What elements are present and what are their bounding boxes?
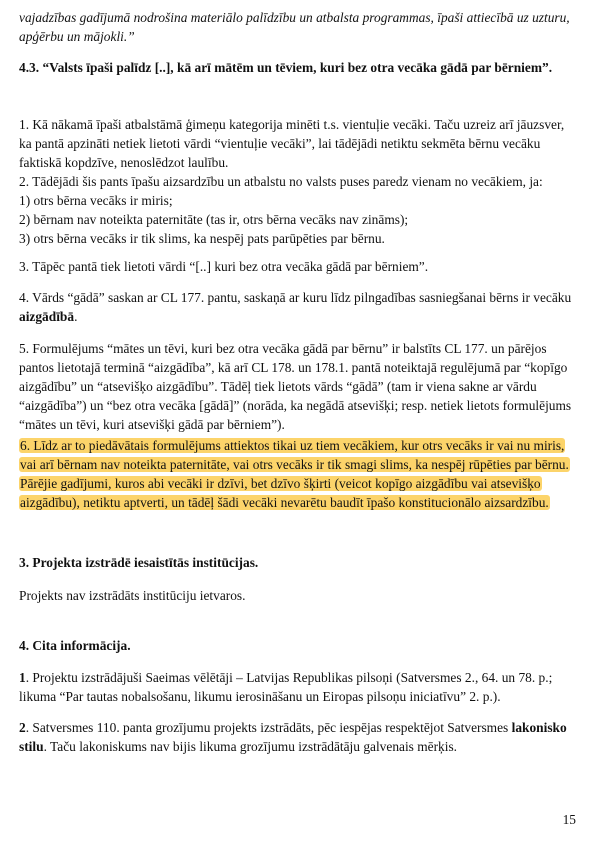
- section-4-heading-text: 4. Cita informācija.: [19, 638, 131, 653]
- section-4-p2-text: . Satversmes 110. panta grozījumu projekts izstrādāts, pēc iespējas respektējot Satversmes: [25, 720, 512, 735]
- section-4-3-heading-regular: “Valsts īpaši palīdz [..],: [42, 60, 178, 75]
- paragraph-6-highlighted: [19, 436, 579, 512]
- section-4-heading: [19, 636, 579, 655]
- section-4-3-heading-bold: kā arī mātēm un tēviem, kuri bez otra vecāka gādā par bērniem: [177, 60, 542, 75]
- paragraph-3: 3. Tāpēc pantā tiek lietoti vārdi “[..] kuri bez otra vecāka gādā par bērniem”.: [19, 259, 429, 274]
- section-3-heading-text: 3. Projekta izstrādē iesaistītās institūcijas.: [19, 555, 259, 570]
- paragraph-4-bold: aizgādībā: [19, 309, 75, 324]
- paragraph-5: 5. Formulējums “mātes un tēvi, kuri bez otra vecāka gādā par bērnu” ir balstīts CL 177. un pārējos pantos lietotajā terminā “aizgādība”, kā arī CL 178. un 178.1. pantā noteiktajā regulējumā par “kopīgo aizgādību” un “atsevišķo aizgādību”. Tādēļ tiek lietots vārds “gādā” (tam ir viena sakne ar vārdu “aizgādība”) un “bez otra vecāka [gādā]” (norāda, ka negādā atsevišķi; resp. netiek lietots formulējums “mātes un tēvi, kuri atsevišķi gādā par bērniem”).: [19, 341, 572, 432]
- section-4-paragraph-1: [19, 668, 579, 706]
- paragraph-4: [19, 288, 579, 326]
- paragraph-4-text: 4. Vārds “gādā” saskan ar CL 177. pantu, saskaņā ar kuru līdz pilngadības sasniegšanai bērns ir vecāku: [19, 290, 572, 305]
- section-4-p1-text: . Projektu izstrādājuši Saeimas vēlētāji – Latvijas Republikas pilsoņi (Satversmes 2., 64. un 78. p.; likuma “Par tautas nobalsošanu, likumu ierosināšanu un Eiropas pilsoņu iniciatīvu” 2. p.).: [19, 670, 553, 704]
- section-4-3-heading-end: ”.: [542, 60, 553, 75]
- section-3-heading: [19, 553, 579, 572]
- section-3-text: Projekts nav izstrādāts institūciju ietvaros.: [19, 588, 246, 603]
- section-4-p2-number: 2: [19, 720, 26, 735]
- text-highlight: 6. Līdz ar to piedāvātais formulējums attiektos tikai uz tiem vecākiem, kur otrs vecāks ir vai nu miris, vai arī bērnam nav noteikta paternitāte, vai otrs vecāks ir tik smagi slims, ka nespēj rūpēties par bērnu. Pārējie gadījumi, kuros abi vecāki ir dzīvi, bet dzīvo šķirti (veicot kopīgo aizgādību vai atsevišķo aizgādību), netiktu aptverti, un tādēļ šādi vecāki nevarētu baudīt īpašo konstitucionālo aizsardzību.: [20, 438, 569, 510]
- section-4-paragraph-2: [19, 718, 579, 756]
- list-item: 1) otrs bērna vecāks ir miris;: [19, 193, 173, 208]
- paragraph-2-intro: 2. Tādējādi šis pants īpašu aizsardzību un atbalstu no valsts puses paredz vienam no vecākiem, ja:: [19, 174, 543, 189]
- paragraph-2: [19, 172, 579, 248]
- paragraph-4-end: .: [74, 309, 78, 324]
- page-number: 15: [562, 812, 576, 827]
- section-4-3-heading: [19, 58, 579, 77]
- section-4-p1-number: 1: [19, 670, 26, 685]
- list-item: 2) bērnam nav noteikta paternitāte (tas ir, otrs bērna vecāks nav zināms);: [19, 212, 409, 227]
- list-item: 3) otrs bērna vecāks ir tik slims, ka nespēj pats parūpēties par bērnu.: [19, 231, 385, 246]
- section-4-3-number: 4.3.: [19, 60, 40, 75]
- paragraph-1: 1. Kā nākamā īpaši atbalstāmā ģimeņu kategorija minēti t.s. vientuļie vecāki. Taču uzreiz arī jāuzsver, ka pantā apzināti netiek lietoti vārdi “vientuļie vecāki”, lai tādējādi netiktu sekmēta bērnu vecāku faktiskā kopdzīve, nenoslēdzot laulību.: [19, 117, 565, 170]
- intro-quote: vajadzības gadījumā nodrošina materiālo palīdzību un atbalsta programmas, īpaši attiecībā uz uzturu, apģērbu un mājokli.”: [19, 10, 570, 44]
- section-4-p2-bold: lakonisko stilu: [19, 720, 567, 754]
- section-4-p2-end: . Taču lakoniskums nav bijis likuma grozījumu izstrādātāju galvenais mērķis.: [43, 739, 458, 754]
